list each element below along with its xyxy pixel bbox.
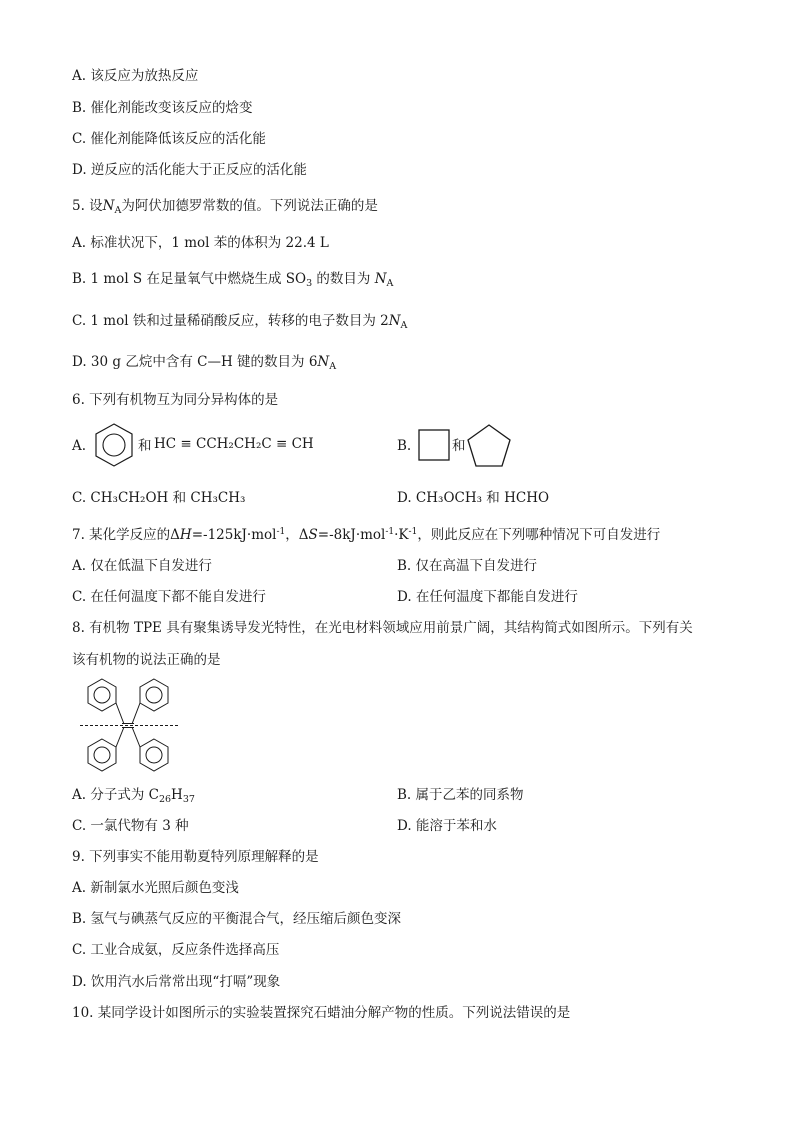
q5-option-c: C. 1 mol 铁和过量稀硝酸反应，转移的电子数目为 $2N_A$ [72, 313, 408, 331]
q5-option-d: D. 30 g 乙烷中含有 C—H 键的数目为 $6N_A$ [72, 354, 337, 372]
q4-option-a: A. 该反应为放热反应 [72, 68, 199, 84]
q6-option-a-label: A. [72, 438, 87, 454]
q9-stem: 9. 下列事实不能用勒夏特列原理解释的是 [72, 849, 319, 865]
q9-option-d: D. 饮用汽水后常常出现“打嗝”现象 [72, 974, 281, 990]
q7-stem: 7. 某化学反应的ΔH=-125kJ·mol$^{-1}$，$\Delta S=-8kJ\cdot mol^{-1}\cdot K^{-1}$，则此反应在下列哪种情况下可自发进行 [72, 527, 661, 543]
q8-option-d: D. 能溶于苯和水 [397, 818, 497, 834]
q6-option-d: D. CH₃OCH₃ 和 HCHO [397, 490, 550, 506]
q7-option-c: C. 在任何温度下都不能自发进行 [72, 589, 266, 605]
q8-option-a: A. 分子式为 $C_{26}H_{37}$ [72, 787, 195, 805]
q6-option-b-and: 和 [452, 438, 466, 454]
q4-option-b: B. 催化剂能改变该反应的焓变 [72, 100, 253, 116]
q9-option-c: C. 工业合成氨，反应条件选择高压 [72, 942, 280, 958]
q6-stem: 6. 下列有机物互为同分异构体的是 [72, 392, 279, 408]
q4-option-d: D. 逆反应的活化能大于正反应的活化能 [72, 162, 307, 178]
q7-option-d: D. 在任何温度下都能自发进行 [397, 589, 578, 605]
q6-option-b-label: B. [397, 438, 412, 454]
q5-option-a: A. 标准状况下，1 mol 苯的体积为 22.4 L [72, 235, 329, 251]
q8-stem-line2: 该有机物的说法正确的是 [72, 652, 221, 668]
q9-option-b: B. 氢气与碘蒸气反应的平衡混合气，经压缩后颜色变深 [72, 911, 402, 927]
q6-option-a-formula: HC ≡ CCH₂CH₂C ≡ CH [154, 436, 314, 452]
q5-option-b: B. 1 mol S 在足量氧气中燃烧生成 $SO_3$ 的数目为 $N_A$ [72, 271, 394, 289]
q4-option-c: C. 催化剂能降低该反应的活化能 [72, 131, 266, 147]
q7-option-b: B. 仅在高温下自发进行 [397, 558, 538, 574]
q6-option-c: C. CH₃CH₂OH 和 CH₃CH₃ [72, 490, 246, 506]
q9-option-a: A. 新制氯水光照后颜色变浅 [72, 880, 239, 896]
cyclopentane-structure [466, 423, 512, 469]
tpe-structure [78, 676, 188, 776]
q10-stem: 10. 某同学设计如图所示的实验装置探究石蜡油分解产物的性质。下列说法错误的是 [72, 1005, 571, 1021]
q8-option-c: C. 一氯代物有 3 种 [72, 818, 189, 834]
q8-option-b: B. 属于乙苯的同系物 [397, 787, 524, 803]
q6-option-a-and: 和 [138, 438, 152, 454]
benzene-ring-structure [94, 422, 134, 468]
q7-option-a: A. 仅在低温下自发进行 [72, 558, 212, 574]
q8-stem-line1: 8. 有机物 TPE 具有聚集诱导发光特性，在光电材料领域应用前景广阔，其结构简式如图所示。下列有关 [72, 620, 693, 636]
cyclobutane-structure [418, 429, 450, 461]
q5-stem: 5. 设$N_A$为阿伏加德罗常数的值。下列说法正确的是 [72, 198, 378, 216]
